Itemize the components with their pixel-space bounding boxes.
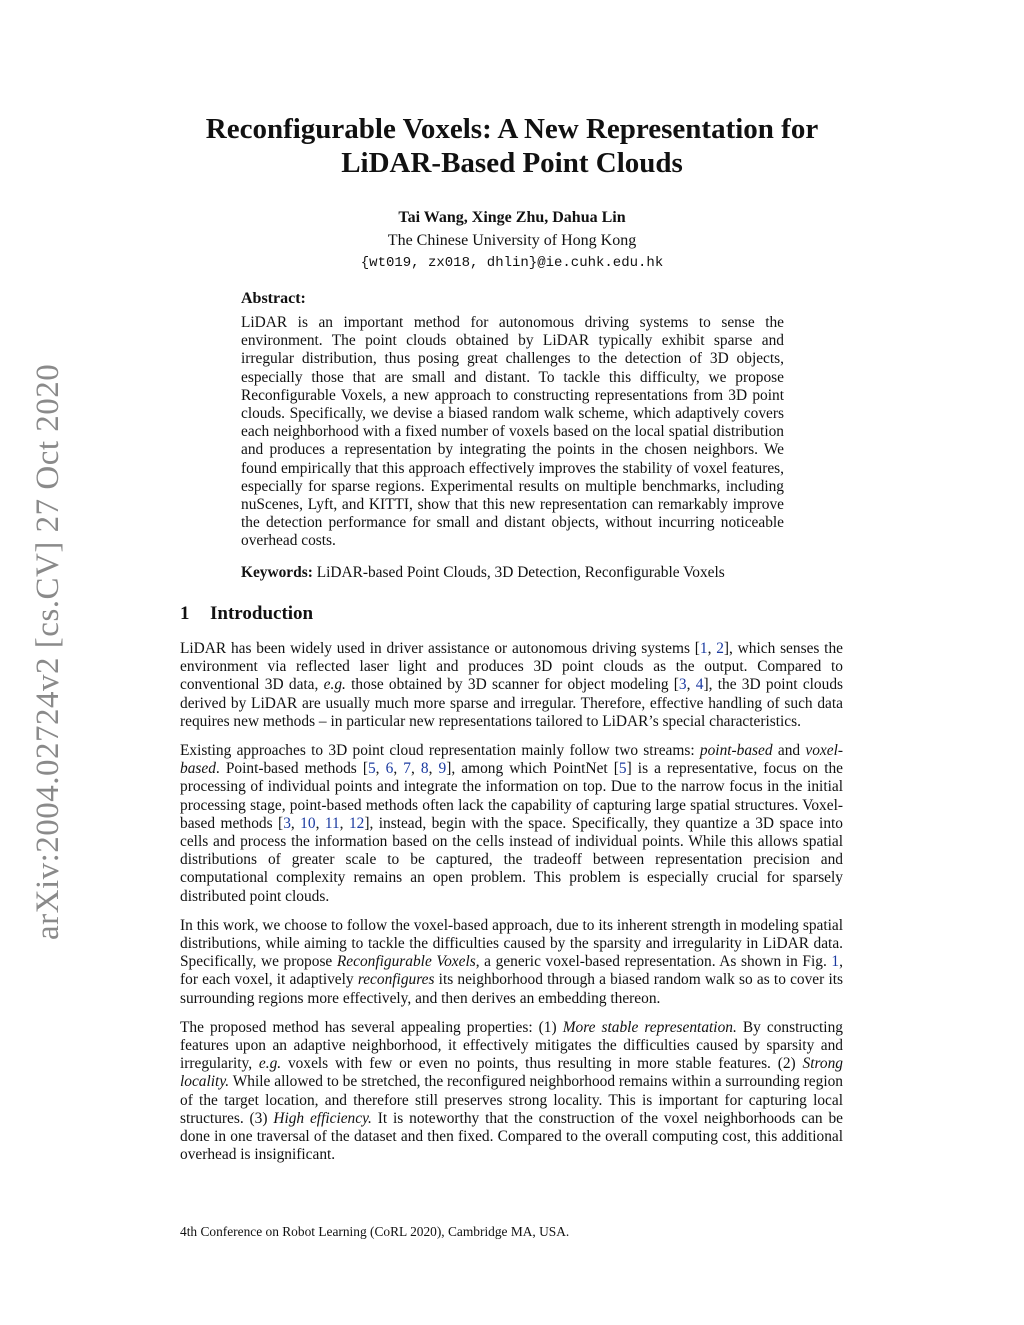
citation-link[interactable]: 1 [699, 640, 708, 657]
intro-paragraph-4 [180, 1019, 843, 1165]
intro-paragraph-2 [180, 742, 843, 906]
p4-emphasis: More stable representation. [562, 1018, 737, 1036]
citation-link[interactable]: 5 [367, 760, 376, 778]
abstract-heading: Abstract: [241, 290, 306, 307]
paper-title [150, 112, 874, 180]
p1-text: ], which senses the environment via reflected laser light and produces 3D point clouds as the output. Compared to conventional 3D data, [180, 640, 843, 694]
citation-link[interactable]: 5 [618, 760, 627, 778]
figure-link[interactable]: 1 [831, 953, 840, 971]
p4-emphasis: Strong locality. [180, 1055, 843, 1091]
intro-paragraph-1 [180, 640, 843, 731]
p3-text: its neighborhood through a biased random walk so as to cover its surrounding regions more effectively, and then derives an embedding thereon. [180, 971, 843, 1007]
p1-emphasis: e.g. [323, 676, 346, 694]
author-emails: {wt019, zx018, dhlin}@ie.cuhk.edu.hk [360, 255, 664, 271]
keywords-label: Keywords: [241, 564, 313, 581]
p2-emphasis: point-based [699, 742, 773, 760]
section-heading-introduction [180, 602, 313, 626]
p1-text: ], the 3D point clouds derived by LiDAR are usually much more sparse and irregular. Therefore, effective handling of such data requires new methods – in particular new representations tailored to LiDAR’s special characteristics. [180, 676, 844, 730]
p4-text: While allowed to be stretched, the reconfigured neighborhood remains within a surrounding region of the target location, and therefore still preserves strong locality. This is important for capturing local structures. (3) [180, 1073, 843, 1127]
citation-sep: , [375, 760, 386, 778]
citation-link[interactable]: 4 [695, 676, 704, 694]
citation-sep: , [315, 814, 325, 832]
p3-text: , for each voxel, it adaptively [180, 953, 843, 989]
p3-text: , a generic voxel-based representation. As shown in Fig. [475, 953, 832, 971]
citation-link[interactable]: 3 [283, 814, 291, 832]
p2-text: ] is a representative, focus on the processing of individual points and integrate the information on top. Due to the narrow focus in the initial processing stage, point-based methods often lack the capability of capturing large spatial structures. Voxel-based methods [ [180, 760, 843, 832]
p3-emphasis: Reconfigurable Voxels [336, 953, 476, 971]
conference-footnote: 4th Conference on Robot Learning (CoRL 2020), Cambridge MA, USA. [180, 1224, 570, 1239]
p2-text: ], instead, begin with the space. Specifically, they quantize a 3D space into cells and process the information based on the cells instead of individual points. While this allows spatial distributions of greater scale to be captured, the tradeoff between representation precision and computational complexity remains an open problem. This problem is especially crucial for sparsely distributed point clouds. [180, 814, 843, 905]
p2-text: Existing approaches to 3D point cloud representation mainly follow two streams: [180, 742, 700, 760]
arxiv-identifier-stamp: arXiv:2004.02724v2 [cs.CV] 27 Oct 2020 [30, 363, 66, 940]
citation-sep: , [393, 760, 404, 778]
section-title: Introduction [210, 603, 314, 624]
citation-sep: , [410, 760, 421, 778]
p4-text: It is noteworthy that the construction of the voxel neighborhoods can be done in one traversal of the dataset and then fixed. Compared to the overall computing cost, this additional overhead is insignificant. [180, 1109, 843, 1164]
citation-link[interactable]: 3 [678, 676, 687, 694]
p4-text: The proposed method has several appealing properties: (1) [180, 1018, 563, 1036]
keywords-line [241, 563, 801, 583]
intro-paragraph-3 [180, 917, 843, 1008]
affiliation: The Chinese University of Hong Kong [387, 232, 637, 249]
citation-link[interactable]: 8 [420, 760, 429, 778]
author-list: Tai Wang, Xinge Zhu, Dahua Lin [398, 209, 626, 226]
citation-sep: , [707, 640, 717, 657]
citation-link[interactable]: 10 [300, 814, 316, 832]
p3-text: In this work, we choose to follow the voxel-based approach, due to its inherent strength in modeling spatial distributions, while aiming to tackle the difficulties caused by the sparsity and irregularity in LiDAR data. Specifically, we propose [180, 916, 843, 971]
p2-text: . Point-based methods [ [215, 760, 368, 778]
citation-link[interactable]: 12 [348, 814, 365, 832]
abstract-text: LiDAR is an important method for autonomous driving systems to sense the environment. The point clouds obtained by LiDAR typically exhibit sparse and irregular distribution, thus posing great challenges to the detection of 3D objects, especially those that are small and distant. To tackle this difficulty, we propose Reconfigurable Voxels, a new approach to constructing representations from 3D point clouds. Specifically, we devise a biased random walk scheme, which adaptively covers each neighborhood with a fixed number of voxels based on the local spatial distribution and produces a representation by integrating the points in the chosen neighbors. We found empirically that this approach effectively improves the stability of voxel features, especially for sparse regions. Experimental results on multiple benchmarks, including nuScenes, Lyft, and KITTI, show that this new representation can remarkably improve the detection performance for small and distant objects, without incurring noticeable overhead costs. [241, 314, 784, 550]
p4-text: voxels with few or even no points, thus resulting in more stable features. (2) [281, 1055, 803, 1073]
citation-link[interactable]: 7 [403, 760, 411, 778]
p1-text: LiDAR has been widely used in driver assistance or autonomous driving systems [ [180, 640, 700, 657]
citation-sep: , [686, 676, 696, 694]
citation-link[interactable]: 6 [385, 760, 394, 778]
p2-emphasis: voxel-based [180, 742, 843, 778]
p4-emphasis: High efficiency. [273, 1109, 372, 1127]
section-number: 1 [180, 603, 190, 624]
p4-emphasis: e.g. [258, 1055, 282, 1073]
citation-link[interactable]: 11 [324, 814, 340, 832]
p4-text: By constructing features upon an adaptive neighborhood, it effectively mitigates the difficulties caused by sparsity and irregularity, [180, 1018, 843, 1073]
p2-text: and [772, 742, 806, 760]
citation-sep: , [428, 760, 439, 778]
citation-link[interactable]: 2 [716, 640, 724, 657]
title-line-1: Reconfigurable Voxels: A New Representation for [205, 113, 819, 145]
keywords-text: LiDAR-based Point Clouds, 3D Detection, Reconfigurable Voxels [316, 564, 725, 581]
p2-text: ], among which PointNet [ [446, 760, 619, 778]
citation-sep: , [339, 814, 349, 832]
p3-emphasis: reconfigures [357, 971, 435, 989]
introduction-body [180, 640, 843, 1175]
p1-text: those obtained by 3D scanner for object modeling [ [345, 676, 679, 694]
citation-link[interactable]: 9 [438, 760, 447, 778]
title-line-2: LiDAR-Based Point Clouds [341, 147, 683, 179]
citation-sep: , [290, 814, 301, 832]
